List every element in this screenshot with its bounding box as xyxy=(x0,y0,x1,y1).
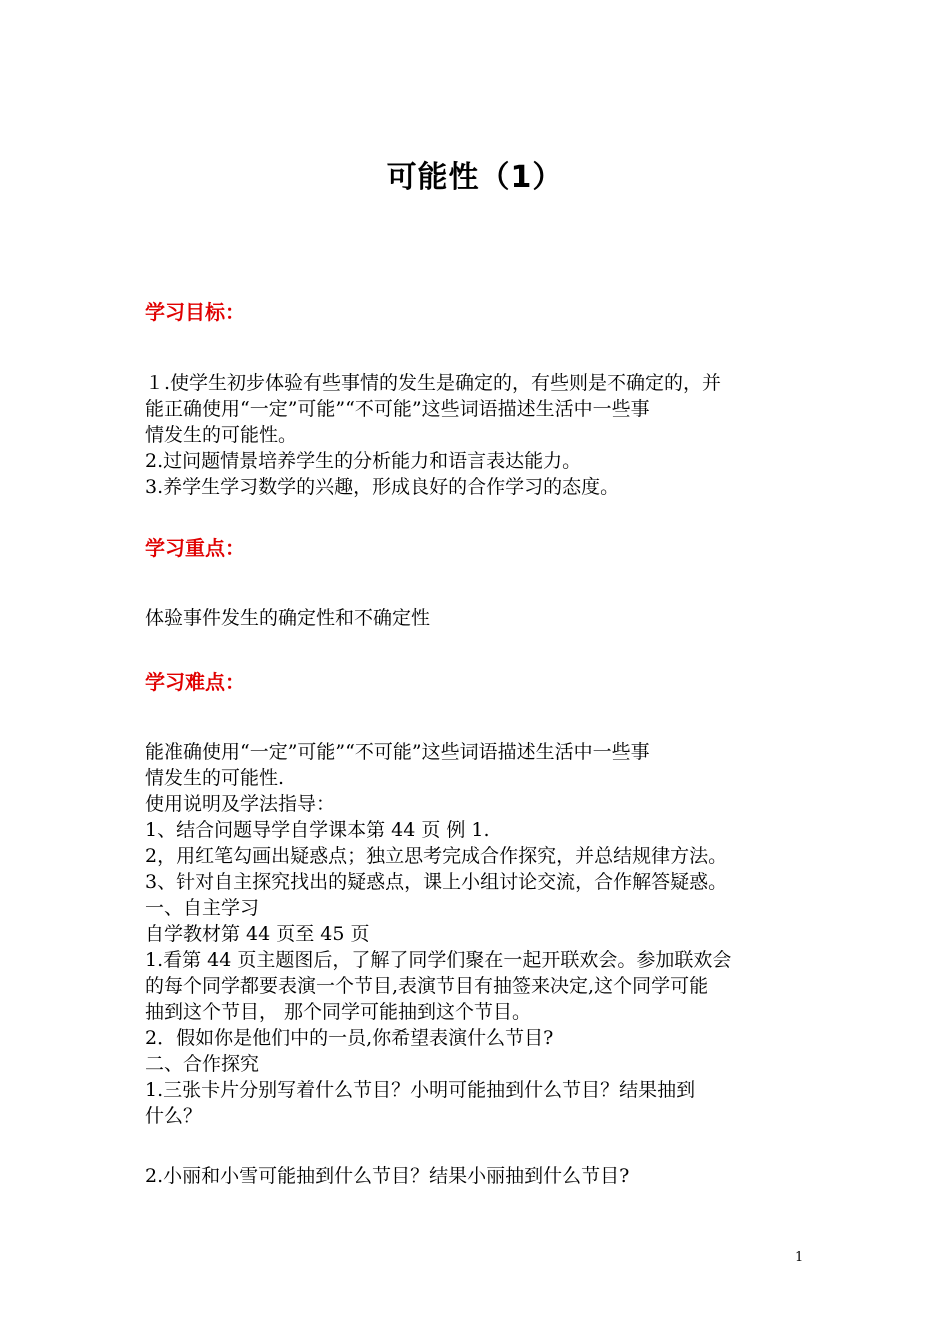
objectives-heading: 学习目标： xyxy=(145,300,245,324)
text-line: 情发生的可能性。 xyxy=(145,424,298,446)
text-line: 体验事件发生的确定性和不确定性 xyxy=(145,607,431,629)
text-line: 什么？ xyxy=(145,1105,203,1127)
text-line: 2.小丽和小雪可能抽到什么节目？结果小丽抽到什么节目? xyxy=(145,1165,630,1187)
text-line: 一、自主学习 xyxy=(145,897,260,919)
text-line: 抽到这个节目， 那个同学可能抽到这个节目。 xyxy=(145,1001,532,1023)
text-line: 2.过问题情景培养学生的分析能力和语言表达能力。 xyxy=(145,450,582,472)
text-line: 能正确使用“一定”可能”“不可能”这些词语描述生活中一些事 xyxy=(145,398,650,420)
difficulties-heading: 学习难点： xyxy=(145,670,245,694)
difficulties-text xyxy=(145,739,815,1129)
text-line: 3、针对自主探究找出的疑惑点，课上小组讨论交流，合作解答疑惑。 xyxy=(145,871,728,893)
page-title: 可能性（1） xyxy=(386,160,564,195)
keypoints-text xyxy=(145,605,815,631)
text-line: 自学教材第 44 页至 45 页 xyxy=(145,923,370,945)
text-line: 1、结合问题导学自学课本第 44 页 例 1. xyxy=(145,819,490,841)
text-line: １.使学生初步体验有些事情的发生是确定的，有些则是不确定的，并 xyxy=(145,372,722,394)
page-number: 1 xyxy=(795,1250,804,1265)
text-line: 3.养学生学习数学的兴趣，形成良好的合作学习的态度。 xyxy=(145,476,620,498)
text-line: 情发生的可能性. xyxy=(145,767,285,789)
text-line: 的每个同学都要表演一个节目,表演节目有抽签来决定,这个同学可能 xyxy=(145,975,709,997)
objectives-text xyxy=(145,370,815,500)
text-line: 1.看第 44 页主题图后，了解了同学们聚在一起开联欢会。参加联欢会 xyxy=(145,949,732,971)
text-line: 1.三张卡片分别写着什么节目？小明可能抽到什么节目？结果抽到 xyxy=(145,1079,696,1101)
text-line: 2，用红笔勾画出疑惑点；独立思考完成合作探究，并总结规律方法。 xyxy=(145,845,728,867)
text-line: 二、合作探究 xyxy=(145,1053,260,1075)
keypoints-heading: 学习重点： xyxy=(145,536,245,560)
text-line: 使用说明及学法指导： xyxy=(145,793,336,815)
text-line: 2．假如你是他们中的一员,你希望表演什么节目? xyxy=(145,1027,554,1049)
text-line: 能准确使用“一定”可能”“不可能”这些词语描述生活中一些事 xyxy=(145,741,650,763)
question-2 xyxy=(145,1163,815,1189)
